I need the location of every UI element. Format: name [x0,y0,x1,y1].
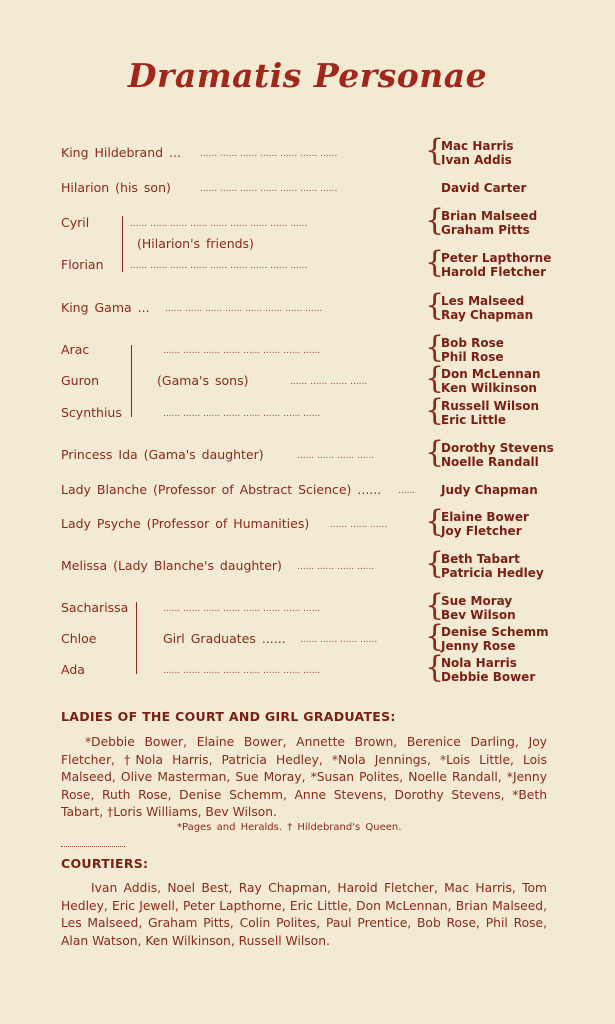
cast-name: Bob Rose [441,336,504,350]
cast-name: Bev Wilson [441,608,516,622]
cast-names [441,483,538,497]
cast-names [441,209,537,237]
role-name: King Gama ... [61,300,150,315]
leader-dots: ...... ...... ...... ...... ...... ...... ...... ...... [165,304,323,314]
cast-names [441,294,533,322]
cast-brace: { [425,588,445,623]
leader-dots: ...... ...... ...... ...... ...... ...... ...... ...... [163,409,321,419]
cast-name: Elaine Bower [441,510,529,524]
leader-dots: ...... ...... ...... ...... ...... ...... ...... ...... [163,604,321,614]
section-divider [61,846,125,847]
cast-brace: { [425,288,445,323]
role-name: Lady Psyche (Professor of Humanities) [61,516,310,531]
cast-name: Eric Little [441,413,507,427]
cast-brace: { [425,650,445,685]
ladies-footnote: *Pages and Heralds. † Hildebrand's Queen. [177,822,402,833]
group-label-girl-graduates: Girl Graduates ...... [163,631,286,646]
group-label-gamas-sons: (Gama's sons) [157,373,249,388]
role-row-king-hildebrand [0,133,615,175]
leader-dots: ...... ...... ...... ...... ...... ...... ...... ...... [163,666,321,676]
cast-name: Brian Malseed [441,209,538,223]
role-row-florian [0,245,615,287]
role-name: Florian [61,257,104,272]
ladies-heading: LADIES OF THE COURT AND GIRL GRADUATES: [61,709,396,724]
role-name: Hilarion (his son) [61,180,171,195]
leader-dots: ...... ...... ...... ...... [300,635,378,645]
leader-dots: ...... ...... ...... ...... ...... ...... ...... ...... ...... [130,219,308,229]
cast-name: Les Malseed [441,294,525,308]
leader-dots: ...... ...... ...... ...... ...... ...... ...... [200,184,338,194]
cast-name: Denise Schemm [441,625,549,639]
leader-dots: ...... ...... ...... [330,520,388,530]
role-name: Scynthius [61,405,122,420]
role-row-lady-blanche [0,482,615,512]
role-row-princess-ida [0,435,615,477]
cast-brace: { [425,504,445,539]
cast-name: Joy Fletcher [441,524,522,538]
cast-brace: { [425,133,445,168]
cast-brace: { [425,361,445,396]
role-name: Ada [61,662,85,677]
cast-name: Russell Wilson [441,399,540,413]
cast-names [441,594,516,622]
role-row-king-gama [0,288,615,330]
cast-name: Sue Moray [441,594,513,608]
role-name: King Hildebrand ... [61,145,181,160]
cast-name: Ivan Addis [441,153,512,167]
cast-name: Jenny Rose [441,639,516,653]
courtiers-heading: COURTIERS: [61,856,149,871]
cast-name: Judy Chapman [441,483,538,497]
cast-name: Don McLennan [441,367,541,381]
leader-dots: ...... ...... ...... ...... ...... ...... ...... ...... [163,346,321,356]
leader-dots: ...... ...... ...... ...... ...... ...... ...... ...... ...... [130,261,308,271]
role-name: Guron [61,373,100,388]
role-row-hilarion [0,180,615,210]
cast-names [441,181,526,195]
ladies-list: *Debbie Bower, Elaine Bower, Annette Brown, Berenice Darling, Joy Fletcher, †Nola Harris, Patricia Hedley, *Nola Jennings, *Lois Little, Lois Malseed, Olive Masterman, Sue Moray, *Susan Polites, Noelle Randall, *Jenny Rose, Ruth Rose, Denise Schemm, Anne Stevens, Dorothy Stevens, *Beth Tabart, †Loris Williams, Bev Wilson. [61,735,547,820]
cast-names [441,399,539,427]
courtiers-list: Ivan Addis, Noel Best, Ray Chapman, Harold Fletcher, Mac Harris, Tom Hedley, Eric Jewell, Peter Lapthorne, Eric Little, Don McLennan, Brian Malseed, Les Malseed, Graham Pitts, Colin Polites, Paul Prentice, Bob Rose, Phil Rose, Alan Watson, Ken Wilkinson, Russell Wilson. [61,881,547,948]
cast-name: Ray Chapman [441,308,534,322]
role-row-melissa [0,546,615,588]
leader-dots: ...... ...... ...... ...... [290,377,368,387]
role-name: Cyril [61,215,90,230]
cast-name: Phil Rose [441,350,504,364]
cast-name: Patricia Hedley [441,566,544,580]
group-label-hilarions-friends: (Hilarion's friends) [137,236,254,251]
cast-name: Harold Fletcher [441,265,547,279]
cast-name: Dorothy Stevens [441,441,554,455]
leader-dots: ...... ...... ...... ...... [297,451,375,461]
role-row-scynthius [0,393,615,435]
cast-brace: { [425,245,445,280]
cast-brace: { [425,203,445,238]
cast-names [441,441,554,469]
cast-name: Peter Lapthorne [441,251,552,265]
cast-names [441,510,529,538]
role-name: Arac [61,342,90,357]
role-row-lady-psyche [0,504,615,546]
cast-names [441,625,549,653]
cast-name: Beth Tabart [441,552,520,566]
cast-brace: { [425,330,445,365]
role-name: Princess Ida (Gama's daughter) [61,447,264,462]
cast-names [441,367,541,395]
cast-name: David Carter [441,181,527,195]
cast-name: Debbie Bower [441,670,536,684]
cast-brace: { [425,393,445,428]
cast-name: Ken Wilkinson [441,381,537,395]
cast-name: Noelle Randall [441,455,539,469]
cast-names [441,552,544,580]
leader-dots: ...... [398,486,416,496]
role-name: Melissa (Lady Blanche's daughter) [61,558,282,573]
role-name: Lady Blanche (Professor of Abstract Science) ...... [61,482,382,497]
cast-names [441,251,551,279]
cast-name: Graham Pitts [441,223,530,237]
page-title: Dramatis Personae [127,56,488,95]
cast-brace: { [425,435,445,470]
cast-name: Mac Harris [441,139,514,153]
role-name: Sacharissa [61,600,129,615]
cast-names [441,336,504,364]
cast-brace: { [425,619,445,654]
leader-dots: ...... ...... ...... ...... [297,562,375,572]
cast-names [441,656,535,684]
cast-name: Nola Harris [441,656,517,670]
leader-dots: ...... ...... ...... ...... ...... ...... ...... [200,149,338,159]
role-row-ada [0,650,615,692]
cast-brace: { [425,546,445,581]
role-name: Chloe [61,631,97,646]
role-row-cyril [0,203,615,245]
cast-names [441,139,514,167]
